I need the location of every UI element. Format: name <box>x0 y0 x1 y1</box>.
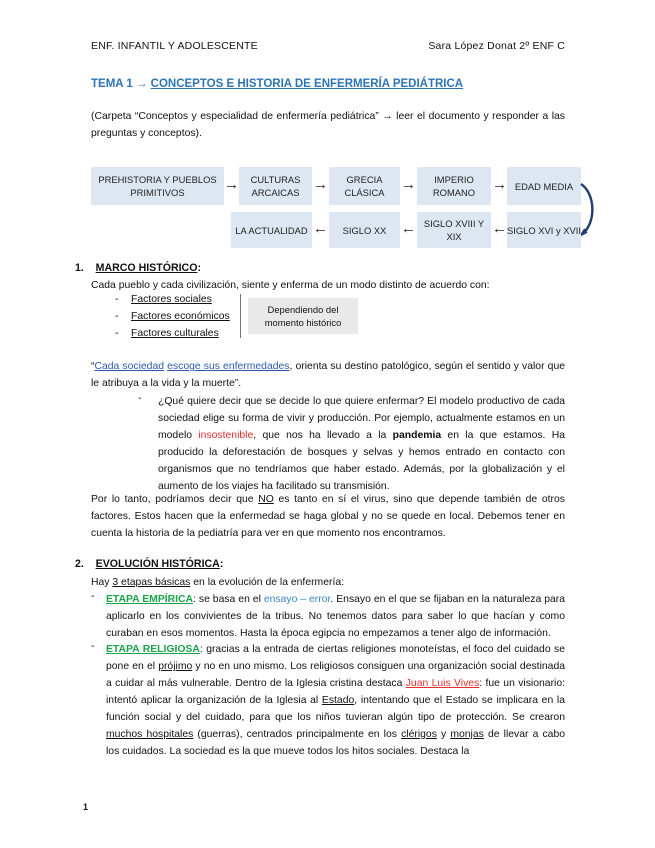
section1-number: 1. <box>75 262 84 274</box>
section1-lead: Cada pueblo y cada civilización, siente y enferma de un modo distinto de acuerdo con: <box>91 280 490 291</box>
arrow-right-icon: → <box>313 176 328 193</box>
timeline-box-grecia: GRECIA CLÁSICA <box>329 167 400 205</box>
stage-religious-f: y <box>436 729 451 740</box>
header-right: Sara López Donat 2º ENF C <box>428 40 565 52</box>
timeline-box-siglo-xviii: SIGLO XVIII Y XIX <box>417 212 491 248</box>
arrow-right-icon: → <box>401 176 416 193</box>
title-prefix: TEMA 1 <box>91 78 136 90</box>
stage-religious-label: ETAPA RELIGIOSA <box>106 644 200 655</box>
question-text-c: en la que estamos. Ha producido la deforestación de bosques y selvas y hemos entrado en contacto con organismos que no tendríamos que haber estado. Además, por la globalización y el aumento de los viajes ha facilitado su transmisión. <box>158 430 566 492</box>
curved-arrow-icon <box>578 180 600 240</box>
dependent-box: Dependiendo del momento histórico <box>248 298 358 334</box>
arrow-right-icon: → <box>492 176 507 193</box>
dash-bullet: - <box>138 393 142 404</box>
stage-religious-g: de llevar a cabo los cuidados. La sociedad es la que mueve todos los hitos sociales. Destaca la <box>106 729 566 757</box>
stage-religious-vives: Juan Luis Vives <box>405 678 480 689</box>
bracket-divider <box>240 294 247 338</box>
timeline-box-imperio: IMPERIO ROMANO <box>417 167 491 205</box>
timeline-box-culturas: CULTURAS ARCAICAS <box>239 167 312 205</box>
dash-bullet: - <box>115 328 119 339</box>
stage-empirical-b: . Ensayo en el que se fijaban en la naturaleza para aplicarlo en los convivientes de la tribus. No tenemos datos para saber lo que hacían y como curaban en esos momentos. Hasta la época egipcia no empezamos a tener algo de información. <box>106 594 565 639</box>
timeline-box-actualidad: LA ACTUALIDAD <box>231 212 312 248</box>
conclusion-paragraph <box>91 491 565 542</box>
question-text-b: , que nos ha llevado a la <box>253 430 393 441</box>
dash-bullet: - <box>91 591 95 602</box>
section2-number: 2. <box>75 558 84 570</box>
quote-open: “ <box>91 361 95 372</box>
lead-b: en la evolución de la enfermería: <box>190 577 345 588</box>
quote-paragraph <box>91 358 565 392</box>
title-arrow-icon: → <box>135 78 148 90</box>
stage-religious-neighbor: prójimo <box>158 661 193 672</box>
stage-religious-clergy: clérigos <box>401 729 437 740</box>
quote-society: Cada sociedad <box>94 361 165 372</box>
intro-paragraph: (Carpeta “Conceptos y especialidad de enfermería pediátrica” → leer el documento y responder a las preguntas y conceptos). <box>91 111 565 139</box>
stage-empirical-label: ETAPA EMPÍRICA <box>106 594 194 605</box>
timeline-box-siglo-xvi: SIGLO XVI y XVII <box>507 212 581 248</box>
page-title <box>91 78 463 90</box>
stage-religious-b: y no en uno mismo. Los religiosos consiguen una organización social destinada a cuidar al más vulnerable. Dentro de la Iglesia cristina destaca <box>106 661 565 689</box>
question-paragraph <box>158 393 565 495</box>
section1-heading <box>75 262 201 274</box>
section2-colon: : <box>219 558 224 570</box>
dash-bullet: - <box>115 294 119 305</box>
question-unsustainable: insostenible <box>198 430 254 441</box>
quote-rest: , orienta su destino patológico, según el sentido y valor que le atribuya a la vida y la muerte”. <box>91 361 565 389</box>
lead-stages: 3 etapas básicas <box>112 577 191 588</box>
stage-religious-a: : gracias a la entrada de ciertas religiones monoteístas, el foco del cuidado se pone en el <box>106 644 566 672</box>
stage-empirical-trial: ensayo – error <box>263 594 331 605</box>
stage-religious-nuns: monjas <box>450 729 484 740</box>
conclusion-a: Por lo tanto, podríamos decir que <box>91 494 259 505</box>
factor-economico: Factores económicos <box>131 311 230 322</box>
page-number: 1 <box>83 802 89 812</box>
section2-title: EVOLUCIÓN HISTÓRICA <box>95 558 220 570</box>
question-pandemic: pandemia <box>392 430 442 441</box>
quote-diseases: escoge sus enfermedades <box>167 361 290 372</box>
arrow-left-icon: ← <box>313 220 328 237</box>
timeline-box-edad-media: EDAD MEDIA <box>507 167 581 205</box>
stage-religious-e: (guerras), centrados principalmente en los <box>193 729 402 740</box>
arrow-left-icon: ← <box>492 220 507 237</box>
stage-empirical <box>106 591 565 642</box>
stage-religious-d: , intentando que el Estado se implicara en la función social y del cuidado, para que los niños tuvieran algún tipo de protección. Se crearon <box>106 695 565 723</box>
timeline-box-prehistoria: PREHISTORIA Y PUEBLOS PRIMITIVOS <box>91 167 224 205</box>
arrow-right-icon: → <box>224 176 239 193</box>
stage-religious-c: : fue un visionario: intentó aplicar la organización de la Iglesia al <box>106 678 566 706</box>
stage-religious-hospitals: muchos hospitales <box>106 729 194 740</box>
factor-social: Factores sociales <box>131 294 212 305</box>
lead-a: Hay <box>91 577 113 588</box>
stage-religious-state: Estado <box>321 695 355 706</box>
section1-colon: : <box>197 262 201 274</box>
question-text-a: ¿Qué quiere decir que se decide lo que quiere enfermar? El modelo productivo de cada sociedad elige su forma de vivir y producción. Por ejemplo, actualmente estamos en un modelo <box>158 396 565 441</box>
dash-bullet: - <box>115 311 119 322</box>
section2-heading <box>75 558 223 570</box>
stage-empirical-a: : se basa en el <box>193 594 264 605</box>
factor-cultural: Factores culturales <box>131 328 219 339</box>
section1-title: MARCO HISTÓRICO <box>95 262 198 274</box>
dash-bullet: - <box>91 641 95 652</box>
timeline-box-siglo-xx: SIGLO XX <box>329 212 400 248</box>
conclusion-b: es tanto en sí el virus, sino que depende también de otros factores. Estos hacen que la enfermedad se haga global y no se quede en local. Debemos tener en cuenta la historia de la pediatría para ver en que momento nos encontramos. <box>91 494 565 539</box>
conclusion-no: NO <box>258 494 274 505</box>
title-text: CONCEPTOS E HISTORIA DE ENFERMERÍA PEDIÁTRICA <box>150 78 464 90</box>
section2-lead <box>91 574 565 591</box>
stage-religious <box>106 641 565 760</box>
arrow-left-icon: ← <box>401 220 416 237</box>
header-left: ENF. INFANTIL Y ADOLESCENTE <box>91 40 258 52</box>
